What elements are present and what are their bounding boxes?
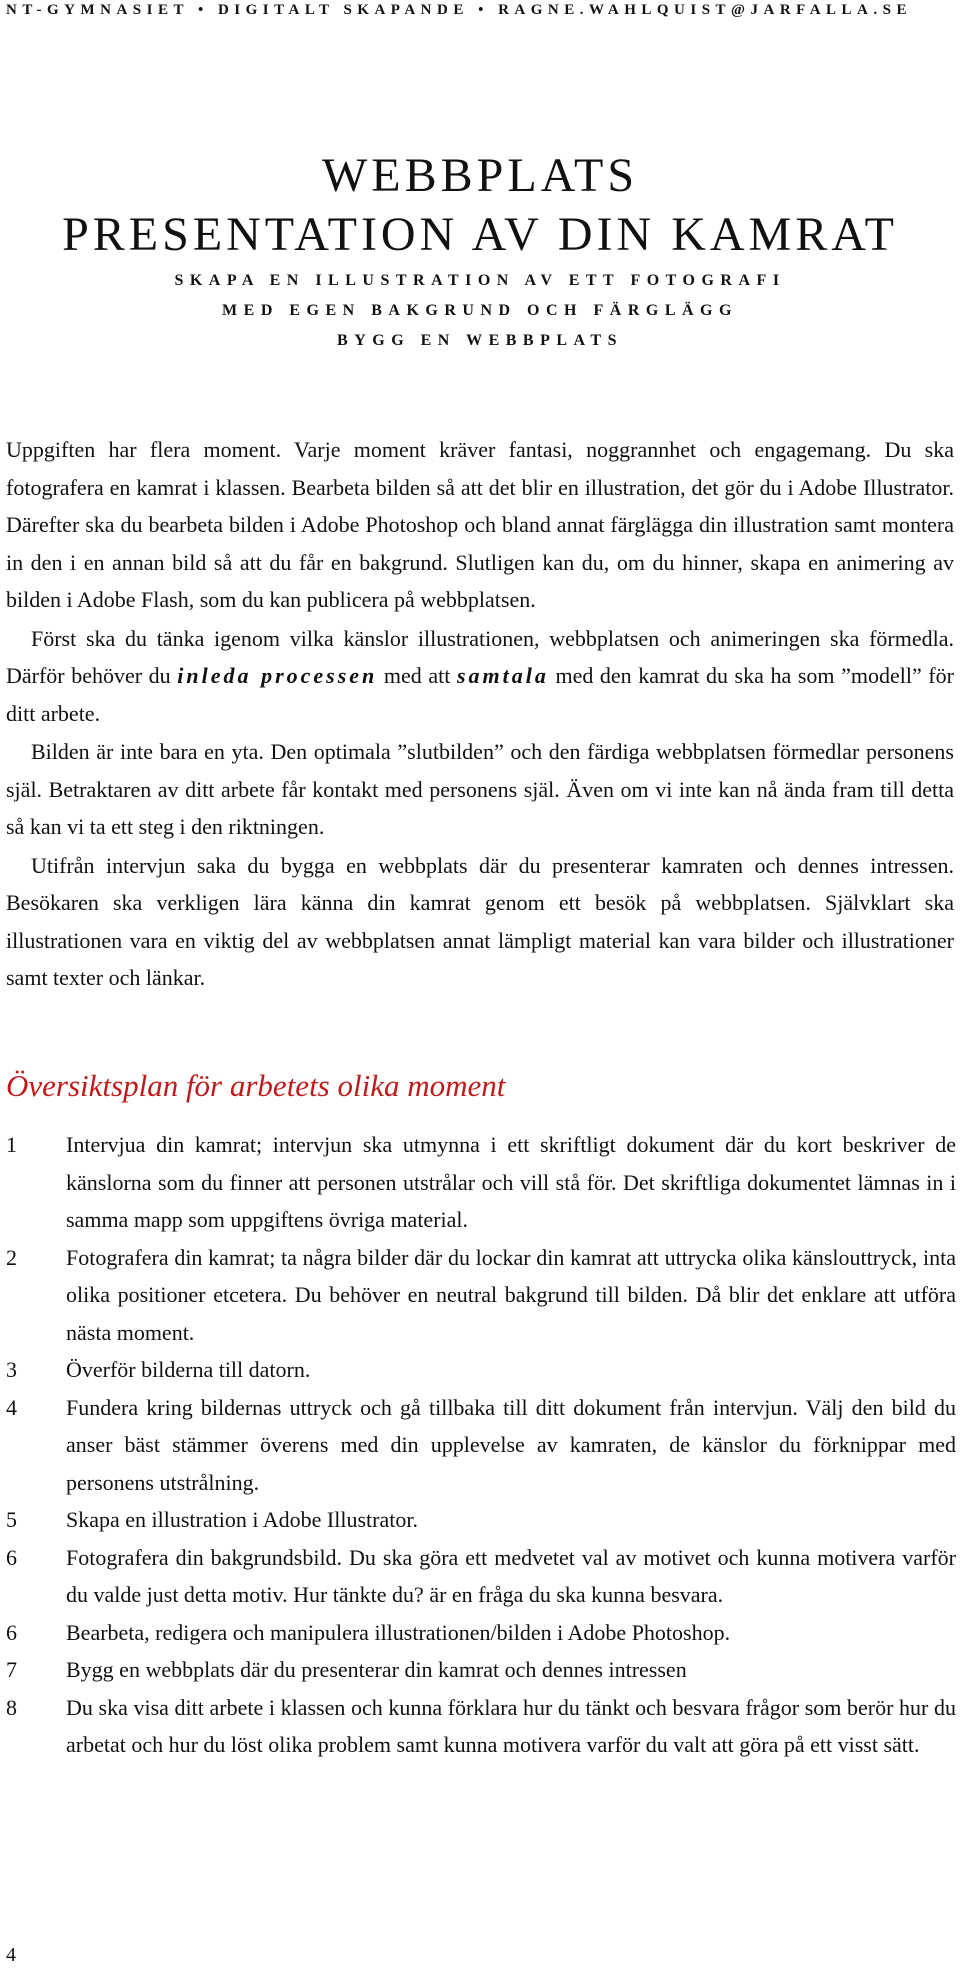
subtitle-1: SKAPA EN ILLUSTRATION AV ETT FOTOGRAFI xyxy=(174,272,786,289)
step-text: Bygg en webbplats där du presenterar din kamrat och dennes intressen xyxy=(66,1657,687,1682)
page-title-line-2: PRESENTATION AV DIN KAMRAT xyxy=(62,208,898,261)
paragraph-process-text-a: Först ska du tänka igenom vilka känslor illustrationen, webbplatsen och animeringen ska förmedla. Därför behöver du xyxy=(6,625,954,688)
list-item xyxy=(6,1651,956,1689)
step-number: 4 xyxy=(6,1394,17,1420)
page-number: 4 xyxy=(6,1944,16,1966)
step-text: Överför bilderna till datorn. xyxy=(66,1357,311,1382)
paragraph-intro: Uppgiften har flera moment. Varje moment kräver fantasi, noggrannhet och engagemang. Du ska fotografera en kamrat i klassen. Bearbeta bilden så att det blir en illustration, det gör du i Adobe Illustrator. Därefter ska du bearbeta bilden i Adobe Photoshop och bland annat färglägga din illustration samt montera in den i en annan bild så att du får en bakgrund. Slutligen kan du, om du hinner, skapa en animering av bilden i Adobe Flash, som du kan publicera på webbplatsen. xyxy=(6,437,954,612)
step-number: 1 xyxy=(6,1132,17,1157)
paragraph-image: Bilden är inte bara en yta. Den optimala ”slutbilden” och den färdiga webbplatsen förmedlar personens själ. Betraktaren av ditt arbete får kontakt med personens själ. Även om vi inte kan nå ända fram till detta så kan vi ta ett steg i den riktningen. xyxy=(6,739,954,839)
step-number: 7 xyxy=(6,1657,17,1682)
step-text: Fotografera din bakgrundsbild. Du ska göra ett medvetet val av motivet och kunna motivera varför du valde just detta motiv. Hur tänkte du? är en fråga du ska kunna besvara. xyxy=(66,1544,956,1607)
step-text: Du ska visa ditt arbete i klassen och kunna förklara hur du tänkt och besvara frågor som berör hur du arbetat och hur du löst olika problem samt kunna motivera varför du valt att göra på ett visst sätt. xyxy=(66,1694,956,1757)
step-text: Skapa en illustration i Adobe Illustrator. xyxy=(66,1507,418,1532)
step-number: 6 xyxy=(6,1619,17,1645)
page-title: WEBBPLATS xyxy=(321,149,639,202)
step-text: Intervjua din kamrat; intervjun ska utmynna i ett skriftligt dokument där du kort beskriver de känslorna som du finner att personen utstrålar och vill stå för. Det skriftliga dokumentet lämnas in i samma mapp som uppgiftens övriga material. xyxy=(66,1132,956,1232)
step-number: 8 xyxy=(6,1694,17,1720)
paragraph-process xyxy=(6,620,954,733)
document-header: NT-GYMNASIET • DIGITALT SKAPANDE • RAGNE.WAHLQUIST@JARFALLA.SE xyxy=(6,2,912,18)
step-text: Bearbeta, redigera och manipulera illustrationen/bilden i Adobe Photoshop. xyxy=(66,1619,731,1645)
section-heading: Översiktsplan för arbetets olika moment xyxy=(6,1068,506,1103)
steps-list xyxy=(6,1126,956,1764)
step-number: 3 xyxy=(6,1357,17,1382)
subtitle-2: MED EGEN BAKGRUND OCH FÄRGLÄGG xyxy=(222,302,738,319)
step-number: 6 xyxy=(6,1544,17,1570)
step-text: Fundera kring bildernas uttryck och gå tillbaka till ditt dokument från intervjun. Välj den bild du anser bäst stämmer överens med din upplevelse av kamraten, de känslor du förknippar med personens utstrålning. xyxy=(66,1394,956,1495)
list-item xyxy=(6,1389,956,1502)
list-item xyxy=(6,1614,956,1652)
body-text xyxy=(6,431,954,998)
list-item xyxy=(6,1501,956,1539)
list-item xyxy=(6,1239,956,1352)
list-item xyxy=(6,1689,956,1764)
paragraph-process-text-b: med att xyxy=(377,663,457,688)
title-block xyxy=(0,146,960,356)
step-text: Fotografera din kamrat; ta några bilder där du lockar din kamrat att uttrycka olika känslouttryck, inta olika positioner etcetera. Du behöver en neutral bakgrund till bilden. Då blir det enklare att utföra nästa moment. xyxy=(66,1244,956,1345)
paragraph-website: Utifrån intervjun saka du bygga en webbplats där du presenterar kamraten och dennes intressen. Besökaren ska verkligen lära känna din kamrat genom ett besök på webbplatsen. Självklart ska illustrationen vara en viktig del av webbplatsen annat lämpligt material kan vara bilder och illustrationer samt texter och länkar. xyxy=(6,852,954,990)
paragraph-process-text-c: med den kamrat du ska ha som ”modell” för ditt arbete. xyxy=(6,663,954,726)
emphasis-samtala: samtala xyxy=(456,663,549,688)
list-item xyxy=(6,1539,956,1614)
step-number: 5 xyxy=(6,1507,17,1532)
emphasis-inleda-processen: inleda processen xyxy=(177,663,378,688)
list-item xyxy=(6,1351,956,1389)
list-item xyxy=(6,1126,956,1239)
step-number: 2 xyxy=(6,1244,17,1270)
subtitle-3: BYGG EN WEBBPLATS xyxy=(337,332,623,349)
